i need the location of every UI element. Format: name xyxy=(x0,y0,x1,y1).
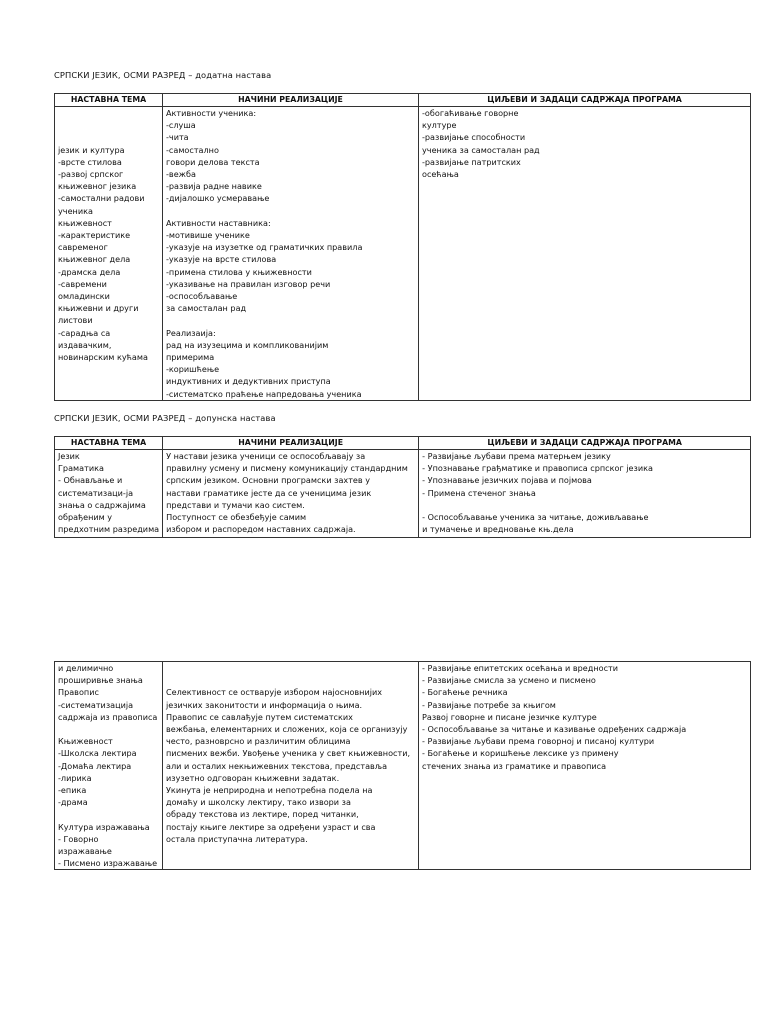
text-line: Развој говорне и писане језичке културе xyxy=(422,711,597,722)
text-line xyxy=(58,808,159,820)
text-line: савременог xyxy=(58,242,108,253)
text-line: Селективност се остварује избором најосновнијих xyxy=(166,687,383,698)
text-line: -Домаћа лектира xyxy=(58,760,132,771)
text-line: Укинута је неприродна и непотребна подела на xyxy=(166,785,373,795)
text-line: вежбања, елементарних и сложених, која се организују xyxy=(166,723,408,734)
text-line: Књижевност xyxy=(58,736,113,747)
text-line: листови xyxy=(58,315,93,326)
text-line: -развијање патритских xyxy=(422,156,521,167)
text-line xyxy=(166,314,415,326)
goals-cell xyxy=(419,107,751,401)
text-line: књижевног дела xyxy=(58,254,131,265)
topic-cell xyxy=(55,450,163,538)
text-line: - Примена стеченог знања xyxy=(422,487,536,498)
text-line: -Школска лектира xyxy=(58,748,137,759)
text-line: - Говорно xyxy=(58,833,99,844)
text-line: говори делова текста xyxy=(166,156,260,167)
text-line: Правопис се савлађује путем систематских xyxy=(166,711,353,722)
text-line xyxy=(58,107,159,119)
remedial-table xyxy=(54,436,751,538)
text-line: садржаја из правописа xyxy=(58,711,158,722)
text-line: -лирика xyxy=(58,772,92,783)
text-line: представи и тумачи као систем. xyxy=(166,499,305,510)
text-line: избором и распоредом наставних садржаја. xyxy=(166,524,356,535)
text-line: постају књиге лектире за одређени узраст и сва xyxy=(166,821,376,832)
text-line xyxy=(422,499,747,511)
text-line: -дијалошко усмеравање xyxy=(166,193,270,204)
text-line: новинарским кућама xyxy=(58,352,148,363)
section1-title: СРПСКИ ЈЕЗИК, ОСМИ РАЗРЕД – додатна настава xyxy=(54,70,272,80)
text-line: -драмска дела xyxy=(58,266,121,277)
col-header-methods: НАЧИНИ РЕАЛИЗАЦИЈЕ xyxy=(163,437,419,450)
text-line: предхотним разредима xyxy=(58,524,160,535)
text-line xyxy=(58,131,159,143)
text-line: -систематизација xyxy=(58,699,134,710)
text-line: - Упознавање језичких појава и појмова xyxy=(422,475,592,486)
text-line: правилну усмену и писмену комуникацију стандардним xyxy=(166,463,408,474)
text-line: - Развијање љубави према матерњем језику xyxy=(422,451,611,461)
enrichment-table xyxy=(54,93,751,401)
text-line: Језик xyxy=(58,451,80,461)
text-line: - Развијање потребе за књигом xyxy=(422,699,556,710)
text-line: књижевност xyxy=(58,217,112,228)
text-line: - Писмено изражавање xyxy=(58,858,158,869)
text-line: културе xyxy=(422,120,457,131)
text-line: али и осталих некњижевних текстова, представља xyxy=(166,760,388,771)
text-line xyxy=(166,662,415,674)
text-line: -обогаћивање говорне xyxy=(422,108,519,118)
text-line: омладински xyxy=(58,291,110,301)
text-line: -слуша xyxy=(166,120,196,131)
text-line: домаћу и школску лектиру, тако извори за xyxy=(166,797,351,808)
text-line: примерима xyxy=(166,352,215,363)
text-line: -врсте стилова xyxy=(58,156,122,167)
text-line: -савремени xyxy=(58,278,107,289)
goals-cell xyxy=(419,450,751,538)
text-line: проширивње знања xyxy=(58,675,143,686)
methods-cell xyxy=(163,450,419,538)
text-line: -чита xyxy=(166,132,189,143)
col-header-goals: ЦИЉЕВИ И ЗАДАЦИ САДРЖАЈА ПРОГРАМА xyxy=(419,437,751,450)
text-line: -самостално xyxy=(166,144,219,155)
text-line: изражавање xyxy=(58,846,112,857)
text-line: настави граматике јесте да се ученицима језик xyxy=(166,487,372,498)
text-line: осећања xyxy=(422,169,459,180)
text-line xyxy=(58,723,159,735)
text-line: - Оспособљавање ученика за читање, доживљавање xyxy=(422,512,649,522)
remedial-table-continued xyxy=(54,661,751,870)
topic-cell xyxy=(55,662,163,870)
text-line: Правопис xyxy=(58,687,99,698)
text-line xyxy=(58,119,159,131)
col-header-topic: НАСТАВНА ТЕМА xyxy=(55,437,163,450)
text-line: и делимично xyxy=(58,663,114,673)
text-line: писмених вежби. Увођење ученика у свет књижевности, xyxy=(166,748,411,759)
text-line: ученика xyxy=(58,205,93,216)
text-line: -развој српског xyxy=(58,168,124,179)
text-line: -самостални радови xyxy=(58,193,145,204)
text-line: издавачким, xyxy=(58,339,112,350)
text-line: -епика xyxy=(58,785,87,796)
text-line: -сарадња са xyxy=(58,327,111,338)
text-line: -коришћење xyxy=(166,364,220,375)
text-line: изузетно одговоран књижевни задатак. xyxy=(166,772,340,783)
methods-cell xyxy=(163,107,419,401)
text-line: српским језиком. Основни програмски захтев у xyxy=(166,475,371,486)
text-line: често, разноврсно и различитим облицима xyxy=(166,736,351,747)
text-line: остала приступачна литература. xyxy=(166,833,308,844)
text-line xyxy=(166,674,415,686)
methods-cell xyxy=(163,662,419,870)
text-line: - Богаћење и коришћење лексике уз примену xyxy=(422,748,619,759)
text-line: рад на изузецима и компликованијим xyxy=(166,339,329,350)
section2-title: СРПСКИ ЈЕЗИК, ОСМИ РАЗРЕД – допунска настава xyxy=(54,413,276,423)
text-line: Активности ученика: xyxy=(166,108,257,118)
text-line: језичких законитости и информација о њима. xyxy=(166,699,363,710)
text-line: -указује на изузетке од граматичких правила xyxy=(166,242,363,253)
text-line: -систематско праћење напредовања ученика xyxy=(166,388,362,399)
goals-cell xyxy=(419,662,751,870)
text-line: - Развијање смисла за усмено и писмено xyxy=(422,675,596,686)
text-line: -карактеристике xyxy=(58,229,131,240)
text-line: - Развијање епитетских осећања и вредности xyxy=(422,663,619,673)
text-line: Активности наставника: xyxy=(166,217,271,228)
text-line: знања о садржајима xyxy=(58,499,146,510)
text-line: - Оспособљавање за читање и казивање одређених садржаја xyxy=(422,724,687,735)
text-line: Култура изражавања xyxy=(58,821,150,832)
text-line: -указивање на правилан изговор речи xyxy=(166,278,331,289)
text-line: - Богаћење речника xyxy=(422,687,508,698)
text-line: - Упознавање грађматике и правописа српског језика xyxy=(422,463,653,474)
text-line: ученика за самосталан рад xyxy=(422,144,540,155)
text-line: књижевни и други xyxy=(58,303,139,314)
text-line: - Обнављање и xyxy=(58,475,123,486)
text-line: Реализаија: xyxy=(166,327,216,338)
col-header-topic: НАСТАВНА ТЕМА xyxy=(55,94,163,107)
text-line: и тумачење и вредновање књ.дела xyxy=(422,524,574,535)
text-line: Поступност се обезбеђује самим xyxy=(166,512,307,523)
text-line: стечених знања из граматике и правописа xyxy=(422,760,607,771)
text-line: -вежба xyxy=(166,169,196,180)
text-line: за самосталан рад xyxy=(166,303,247,314)
col-header-goals: ЦИЉЕВИ И ЗАДАЦИ САДРЖАЈА ПРОГРАМА xyxy=(419,94,751,107)
text-line: обрађеним у xyxy=(58,512,113,523)
text-line: -мотивише ученике xyxy=(166,230,250,241)
text-line: -указује на врсте стилова xyxy=(166,254,277,265)
text-line: -развија радне навике xyxy=(166,181,262,192)
text-line: -оспособљавање xyxy=(166,291,238,302)
text-line: У настави језика ученици се оспособљавају за xyxy=(166,451,366,461)
text-line: књижевног језика xyxy=(58,181,137,192)
col-header-methods: НАЧИНИ РЕАЛИЗАЦИЈЕ xyxy=(163,94,419,107)
text-line: -развијање способности xyxy=(422,132,526,143)
text-line xyxy=(166,205,415,217)
topic-cell xyxy=(55,107,163,401)
text-line: Граматика xyxy=(58,463,104,474)
text-line: индуктивних и дедуктивних приступа xyxy=(166,376,331,387)
text-line: - Развијање љубави према говорној и писаној култури xyxy=(422,736,655,747)
text-line: -драма xyxy=(58,797,88,808)
text-line: -примена стилова у књижевности xyxy=(166,266,312,277)
text-line: језик и култура xyxy=(58,144,125,155)
text-line: обраду текстова из лектире, поред читанки, xyxy=(166,809,359,820)
text-line: систематизаци-ја xyxy=(58,487,134,498)
